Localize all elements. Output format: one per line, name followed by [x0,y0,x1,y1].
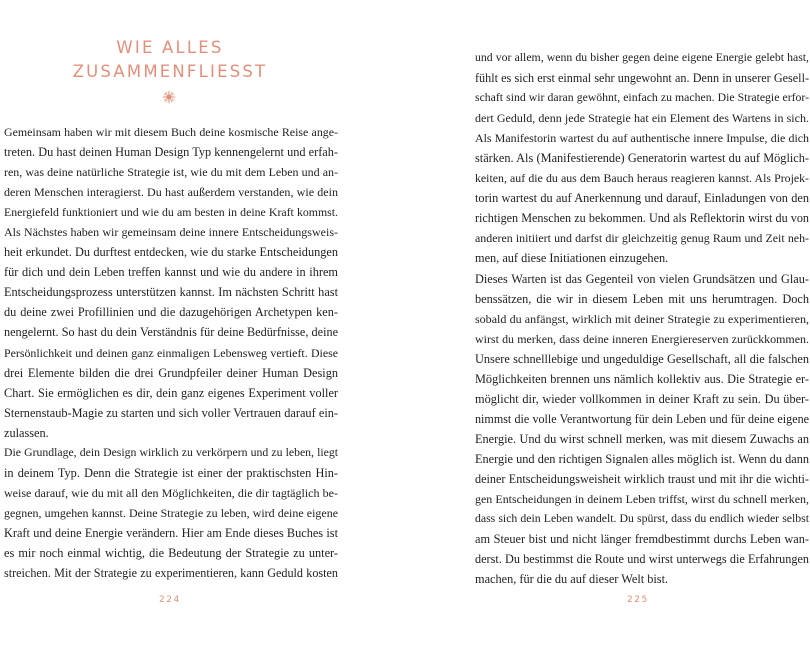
text-line: dert Geduld, denn jede Strategie hat ein Element des Wartens in sich. [475,111,809,126]
text-line: gen Entscheidungen in deinem Leben triffst, wirst du schnell merken, [475,492,809,507]
text-line: drei Elemente bilden die drei Grundpfeiler deiner Human Design [4,365,338,380]
text-line: heit erkundet. Du durftest entdecken, wie du starke Entscheidungen [4,245,338,260]
text-line: Energie und den richtigen Signalen alles möglich ist. Wenn du dann [475,451,809,466]
text-line: Als Nächstes haben wir gemeinsam deine innere Entscheidungsweis- [4,225,338,240]
text-line: am Steuer bist und nicht länger fremdbestimmt durchs Leben wan- [475,532,809,547]
text-line: machen, für die du auf dieser Welt bist. [475,572,669,587]
text-line: zulassen. [4,425,49,440]
text-line: dass sich dein Leben wandelt. Du spürst, dass du endlich wieder selbst [475,512,809,526]
text-line: torin wartest du auf Anerkennung und darauf, Einladungen von den [475,191,809,206]
text-line: Energie. Und du wirst schnell merken, was mit diesem Zuwachs an [475,431,809,446]
text-line: benssätzen, die wir in diesem Leben mit uns herumtragen. Doch [475,291,809,306]
text-line: Sternenstaub-Magie zu starten und sich voller Vertrauen darauf ein- [4,405,338,420]
text-line: für dich und dein Leben treffen kannst und wie du andere in ihrem [4,265,338,280]
text-line: Gemeinsam haben wir mit diesem Buch deine kosmische Reise ange- [4,125,338,139]
chapter-title [0,36,340,84]
text-line: Möglichkeiten brennen uns nämlich kollektiv aus. Die Strategie er- [475,371,809,386]
text-line: möglicht dir, wieder vollkommen in deiner Kraft zu sein. Du über- [475,391,809,406]
text-line: stärken. Als (Manifestierende) Generatorin wartest du auf Möglich- [475,151,809,166]
text-line: weise darauf, wie du mit all den Möglichkeiten, die dir tagtäglich be- [4,485,338,500]
text-line: Persönlichkeit und deinen ganz einmaligen Lebensweg vertieft. Diese [4,345,338,360]
text-line: anderen initiiert und darfst dir gleichzeitig genug Raum und Zeit neh- [475,231,809,246]
text-line: sobald du anfängst, wirklich mit deiner Strategie zu experimentieren, [475,311,809,326]
text-line: Energiefeld funktioniert und wie du am besten in deine Kraft kommst. [4,205,338,220]
text-line: Die Grundlage, dein Design wirklich zu verkörpern und zu leben, liegt [4,445,338,459]
text-line: Entscheidungsprozess unterstützen kannst. Im nächsten Schritt hast [4,285,338,300]
sun-ornament-icon [161,89,177,105]
text-line: nimmst die volle Verantwortung für dein Leben und für deine eigene [475,411,809,426]
text-line: nengelernt. So hast du dein Verständnis für deine Bedürfnisse, deine [4,325,338,340]
right-body-text [475,48,809,589]
text-line: streichen. Mit der Strategie zu experimentieren, kann Geduld kosten [4,566,338,581]
text-line: gegnen, umgehen kannst. Deine Strategie zu leben, wird deine eigene [4,505,338,520]
right-page [405,0,810,648]
text-line: und vor allem, wenn du bisher gegen deine eigene Energie gelebt hast, [475,51,809,64]
text-line: Als Manifestorin wartest du auf authentische innere Impulse, die dich [475,131,809,146]
page-number-left: 224 [159,595,181,605]
text-line: ren, was deine natürliche Strategie ist, wie du mit dem Leben und an- [4,165,338,180]
text-line: Kraft und deine Energie verändern. Hier am Ende dieses Buches ist [4,525,338,540]
text-line: Dieses Warten ist das Gegenteil von vielen Grundsätzen und Glau- [475,271,809,286]
chapter-title-line-1: WIE ALLES [116,38,224,57]
text-line: fühlt es sich erst einmal sehr ungewohnt an. Denn in unserer Gesell- [475,71,809,86]
text-line: richtigen Menschen zu bekommen. Und als Reflektorin wirst du von [475,211,809,226]
text-line: keiten, auf die du aus dem Bauch heraus reagieren kannst. Als Projek- [475,171,809,186]
left-body-text [4,122,338,583]
page-number-right: 225 [627,595,649,605]
text-line: Chart. Sie ermöglichen es dir, dein ganz eigenes Experiment voller [4,385,338,400]
text-line: in deinem Typ. Denn die Strategie ist einer der praktischsten Hin- [4,465,338,480]
text-line: du deine zwei Profillinien und die dazugehörigen Archetypen ken- [4,305,338,320]
text-line: deren Menschen interagierst. Du hast außerdem verstanden, wie dein [4,185,338,200]
text-line: schaft sind wir daran gewöhnt, einfach zu machen. Die Strategie erfor- [475,91,809,105]
text-line: Unsere schnelllebige und ungeduldige Gesellschaft, all die falschen [475,351,809,366]
chapter-title-line-2: ZUSAMMENFLIESST [72,62,268,81]
text-line: treten. Du hast deinen Human Design Typ kennengelernt und erfah- [4,145,338,160]
text-line: men, auf diese Initiationen einzugehen. [475,251,669,266]
text-line: wirst du merken, dass deine inneren Energiereserven zurückkommen. [475,331,809,346]
text-line: deiner Entscheidungsweisheit wirklich traust und mit ihr die wichti- [475,471,809,486]
text-line: derst. Du bestimmst die Route und wirst unterwegs die Erfahrungen [475,552,809,567]
text-line: es mir noch einmal wichtig, die Bedeutung der Strategie zu unter- [4,545,338,560]
